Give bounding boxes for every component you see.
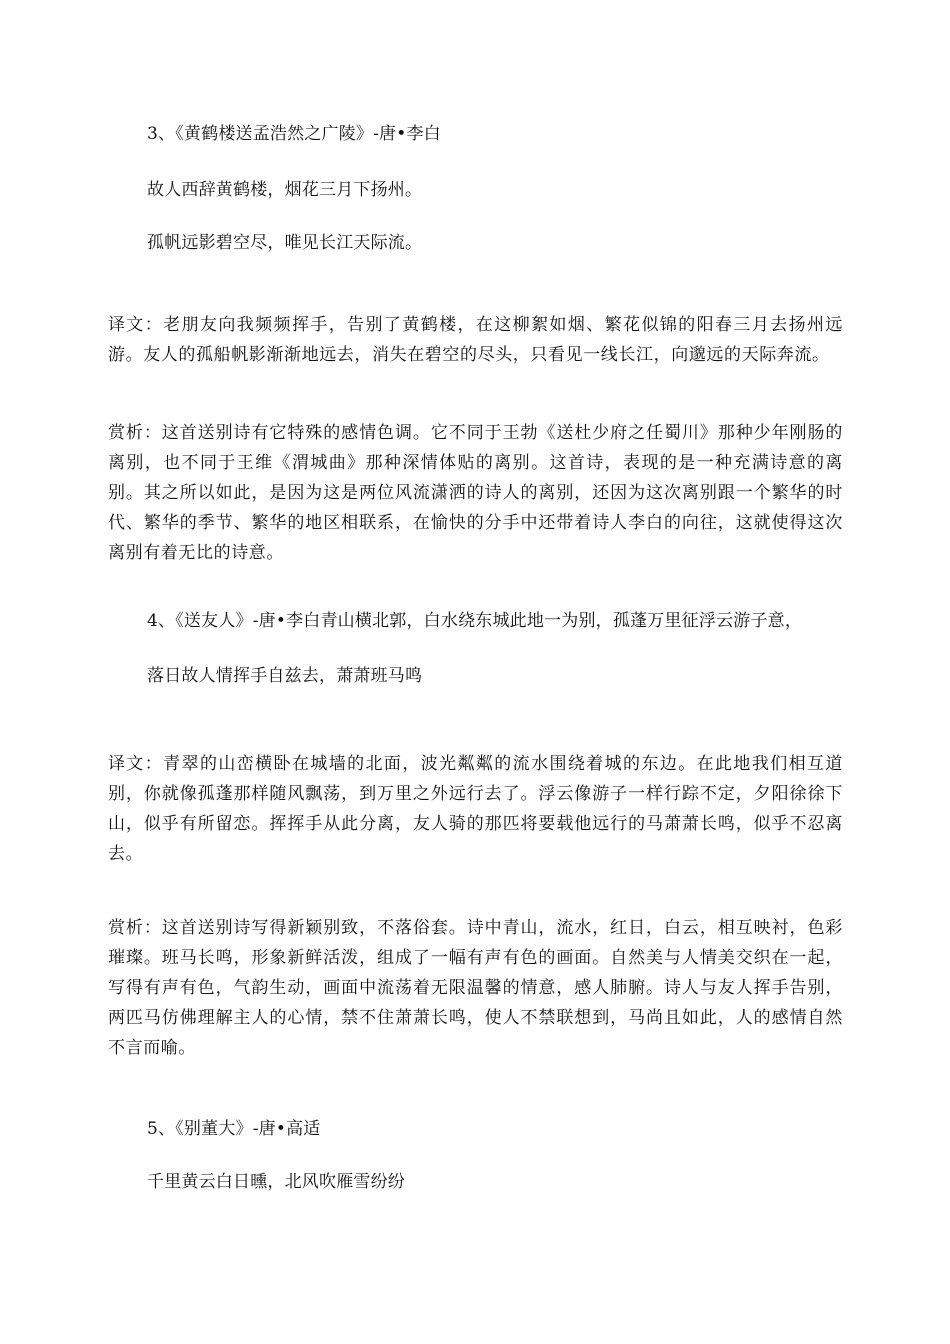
poem-verse-line: 千里黄云白日曛，北风吹雁雪纷纷	[147, 1172, 405, 1192]
poem-heading-5: 5、《别董大》-唐•高适	[147, 1119, 321, 1139]
appreciation-paragraph: 赏析：这首送别诗有它特殊的感情色调。它不同于王勃《送杜少府之任蜀川》那种少年刚肠的离别，也不同于王维《渭城曲》那种深情体贴的离别。这首诗，表现的是一种充满诗意的离别。其之所以如此，是因为这是两位风流潇洒的诗人的离别，还因为这次离别跟一个繁华的时代、繁华的季节、繁华的地区相联系，在愉快的分手中还带着诗人李白的向往，这就使得这次离别有着无比的诗意。	[108, 423, 843, 563]
poem-heading-4: 4、《送友人》-唐•李白青山横北郭，白水绕东城此地一为别，孤蓬万里征浮云游子意，	[147, 611, 803, 631]
poem-verse-line: 故人西辞黄鹤楼，烟花三月下扬州。	[147, 180, 423, 200]
poem-heading-3: 3、《黄鹤楼送孟浩然之广陵》-唐•李白	[147, 124, 441, 144]
appreciation-paragraph: 赏析：这首送别诗写得新颖别致，不落俗套。诗中青山，流水，红日，白云，相互映衬，色彩璀璨。班马长鸣，形象新鲜活泼，组成了一幅有声有色的画面。自然美与人情美交织在一起，写得有声有色，气韵生动，画面中流荡着无限温馨的情意，感人肺腑。诗人与友人挥手告别，两匹马仿佛理解主人的心情，禁不住萧萧长鸣，使人不禁联想到，马尚且如此，人的感情自然不言而喻。	[108, 918, 843, 1058]
poem-verse-line: 落日故人情挥手自兹去，萧萧班马鸣	[147, 666, 423, 686]
translation-paragraph: 译文：老朋友向我频频挥手，告别了黄鹤楼，在这柳絮如烟、繁花似锦的阳春三月去扬州远游。友人的孤船帆影渐渐地远去，消失在碧空的尽头，只看见一线长江，向邈远的天际奔流。	[108, 315, 843, 365]
translation-paragraph: 译文：青翠的山峦横卧在城墙的北面，波光粼粼的流水围绕着城的东边。在此地我们相互道别，你就像孤蓬那样随风飘荡，到万里之外远行去了。浮云像游子一样行踪不定，夕阳徐徐下山，似乎有所留恋。挥挥手从此分离，友人骑的那匹将要载他远行的马萧萧长鸣，似乎不忍离去。	[108, 754, 843, 864]
poem-verse-line: 孤帆远影碧空尽，唯见长江天际流。	[147, 233, 423, 253]
